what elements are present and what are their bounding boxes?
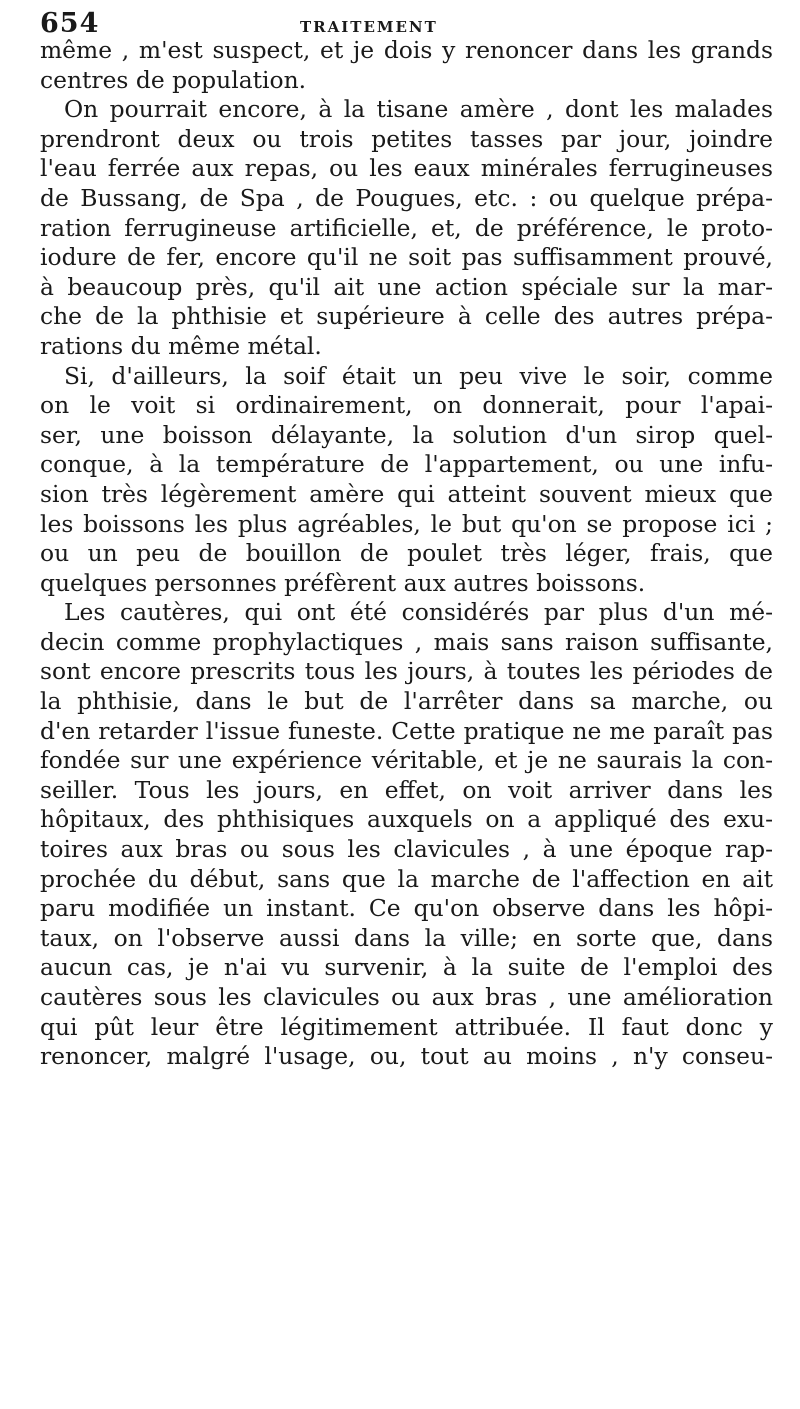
text-line: à beaucoup près, qu'il ait une action spéciale sur la mar-	[40, 272, 773, 301]
text-line: l'eau ferrée aux repas, ou les eaux minérales ferrugineuses	[40, 154, 773, 183]
text-line: hôpitaux, des phthisiques auxquels on a appliqué des exu-	[40, 805, 773, 834]
running-title: TRAITEMENT	[300, 18, 438, 36]
text-line: on le voit si ordinairement, on donnerait, pour l'apai-	[40, 391, 773, 420]
text-line: paru modifiée un instant. Ce qu'on observe dans les hôpi-	[40, 894, 773, 923]
text-line: centres de population.	[40, 65, 307, 94]
text-line: qui pût leur être légitimement attribuée. Il faut donc y	[40, 1012, 773, 1041]
text-line: quelques personnes préfèrent aux autres boissons.	[40, 568, 646, 597]
text-line: taux, on l'observe aussi dans la ville; en sorte que, dans	[40, 923, 773, 952]
text-line: che de la phthisie et supérieure à celle des autres prépa-	[40, 302, 773, 331]
text-line: renoncer, malgré l'usage, ou, tout au moins , n'y conseu-	[40, 1042, 773, 1071]
text-line: aucun cas, je n'ai vu survenir, à la suite de l'emploi des	[40, 953, 773, 982]
text-line: iodure de fer, encore qu'il ne soit pas suffisamment prouvé,	[40, 243, 773, 272]
text-line: les boissons les plus agréables, le but qu'on se propose ici ;	[40, 509, 773, 538]
book-page	[40, 0, 773, 1071]
text-line: sont encore prescrits tous les jours, à toutes les périodes de	[40, 657, 773, 686]
body-text	[40, 36, 773, 1072]
text-line: prendront deux ou trois petites tasses par jour, joindre	[40, 124, 773, 153]
text-line: toires aux bras ou sous les clavicules , à une époque rap-	[40, 835, 773, 864]
text-line: On pourrait encore, à la tisane amère , dont les malades	[64, 95, 773, 124]
text-line: prochée du début, sans que la marche de l'affection en ait	[40, 864, 773, 893]
text-line: rations du même métal.	[40, 331, 322, 360]
text-line: ou un peu de bouillon de poulet très léger, frais, que	[40, 539, 773, 568]
text-line: seiller. Tous les jours, en effet, on voit arriver dans les	[40, 775, 773, 804]
text-line: Si, d'ailleurs, la soif était un peu vive le soir, comme	[64, 361, 773, 390]
text-line: sion très légèrement amère qui atteint souvent mieux que	[40, 479, 773, 508]
text-line: decin comme prophylactiques , mais sans raison suffisante,	[40, 627, 773, 656]
text-line: de Bussang, de Spa , de Pougues, etc. : ou quelque prépa-	[40, 183, 773, 212]
text-line: d'en retarder l'issue funeste. Cette pratique ne me paraît pas	[40, 716, 773, 745]
text-line: même , m'est suspect, et je dois y renoncer dans les grands	[40, 36, 773, 64]
text-line: ser, une boisson délayante, la solution d'un sirop quel-	[40, 420, 773, 449]
text-line: Les cautères, qui ont été considérés par plus d'un mé-	[64, 598, 773, 627]
page-number: 654	[40, 8, 100, 39]
text-line: la phthisie, dans le but de l'arrêter dans sa marche, ou	[40, 687, 773, 716]
text-line: cautères sous les clavicules ou aux bras , une amélioration	[40, 983, 773, 1011]
text-line: conque, à la température de l'appartement, ou une infu-	[40, 450, 773, 479]
text-line: ration ferrugineuse artificielle, et, de préférence, le proto-	[40, 213, 773, 242]
text-line: fondée sur une expérience véritable, et je ne saurais la con-	[40, 746, 773, 775]
